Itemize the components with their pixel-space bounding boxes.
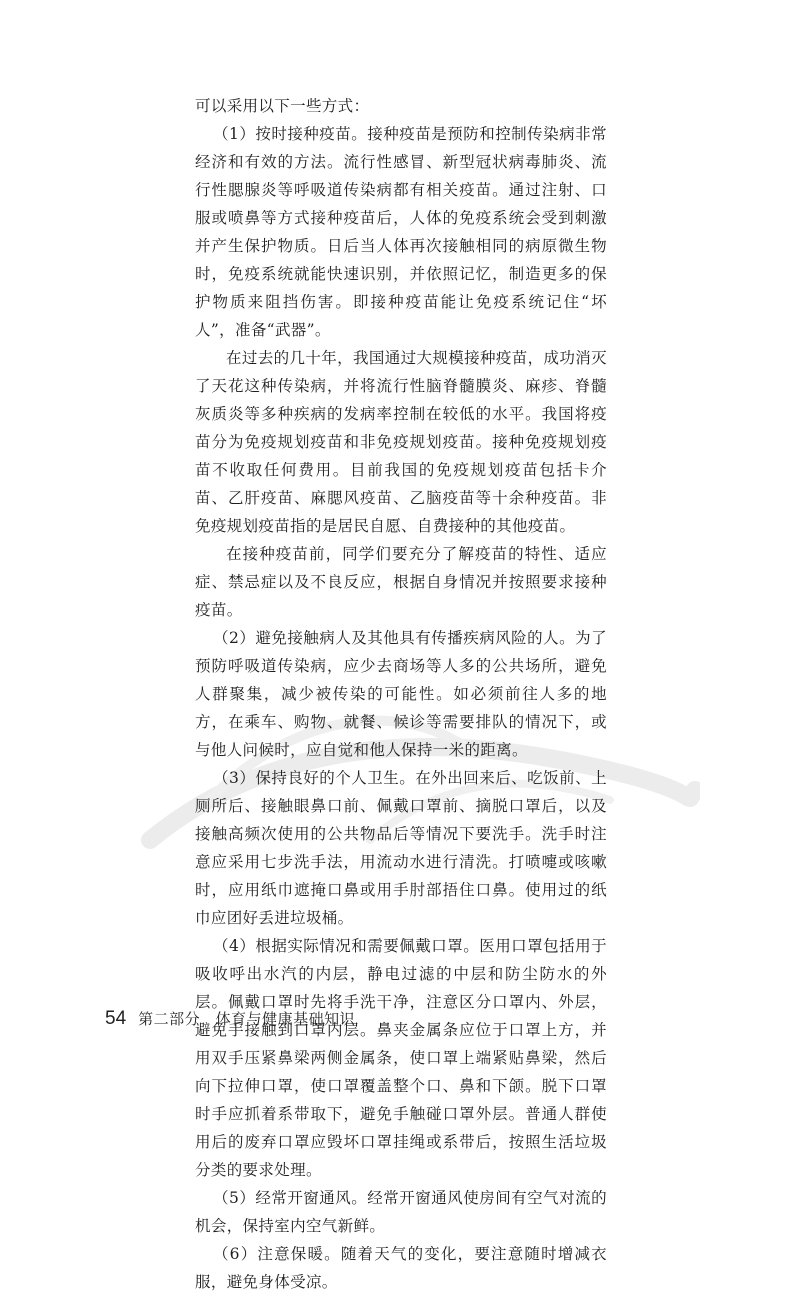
- item-6-keep-warm: （6）注意保暖。随着天气的变化，要注意随时增减衣服，避免身体受凉。: [195, 1245, 607, 1291]
- history-paragraph: 在过去的几十年，我国通过大规模接种疫苗，成功消灭了天花这种传染病，并将流行性脑脊髓膜炎、麻疹、脊髓灰质炎等多种疾病的发病率控制在较低的水平。我国将疫苗分为免疫规划疫苗和非免疫规划疫苗。接种免疫规划疫苗不收取任何费用。目前我国的免疫规划疫苗包括卡介苗、乙肝疫苗、麻腮风疫苗、乙脑疫苗等十余种疫苗。非免疫规划疫苗指的是居民自愿、自费接种的其他疫苗。: [195, 349, 607, 535]
- page-number: 54: [105, 1008, 127, 1029]
- item-1-vaccination: （1）按时接种疫苗。接种疫苗是预防和控制传染病非常经济和有效的方法。流行性感冒、新型冠状病毒肺炎、流行性腮腺炎等呼吸道传染病都有相关疫苗。通过注射、口服或喷鼻等方式接种疫苗后，人体的免疫系统会受到刺激并产生保护物质。日后当人体再次接触相同的病原微生物时，免疫系统就能快速识别，并依照记忆，制造更多的保护物质来阻挡伤害。即接种疫苗能让免疫系统记住“坏人”，准备“武器”。: [195, 125, 607, 339]
- item-2-avoid-contact: （2）避免接触病人及其他具有传播疾病风险的人。为了预防呼吸道传染病，应少去商场等人多的公共场所，避免人群聚集，减少被传染的可能性。如必须前往人多的地方，在乘车、购物、就餐、候诊等需要排队的情况下，或与他人问候时，应自觉和他人保持一米的距离。: [195, 629, 607, 759]
- page-footer: [105, 1008, 355, 1038]
- intro-paragraph: 可以采用以下一些方式：: [195, 97, 370, 115]
- before-vaccine-paragraph: 在接种疫苗前，同学们要充分了解疫苗的特性、适应症、禁忌症以及不良反应，根据自身情况并按照要求接种疫苗。: [195, 545, 607, 619]
- section-title: 第二部分 体育与健康基础知识: [138, 1010, 356, 1028]
- item-4-masks: （4）根据实际情况和需要佩戴口罩。医用口罩包括用于吸收呼出水汽的内层，静电过滤的中层和防尘防水的外层。佩戴口罩时先将手洗干净，注意区分口罩内、外层，避免手接触到口罩内层。鼻夹金属条应位于口罩上方，并用双手压紧鼻梁两侧金属条，使口罩上端紧贴鼻梁，然后向下拉伸口罩，使口罩覆盖整个口、鼻和下颌。脱下口罩时手应抓着系带取下，避免手触碰口罩外层。普通人群使用后的废弃口罩应毁坏口罩挂绳或系带后，按照生活垃圾分类的要求处理。: [195, 937, 607, 1179]
- item-3-hygiene: （3）保持良好的个人卫生。在外出回来后、吃饭前、上厕所后、接触眼鼻口前、佩戴口罩前、摘脱口罩后，以及接触高频次使用的公共物品后等情况下要洗手。洗手时注意应采用七步洗手法，用流动水进行清洗。打喷嚏或咳嗽时，应用纸巾遮掩口鼻或用手肘部捂住口鼻。使用过的纸巾应团好丢进垃圾桶。: [195, 769, 607, 927]
- main-text: [195, 92, 607, 1296]
- item-5-ventilation: （5）经常开窗通风。经常开窗通风使房间有空气对流的机会，保持室内空气新鲜。: [195, 1189, 607, 1235]
